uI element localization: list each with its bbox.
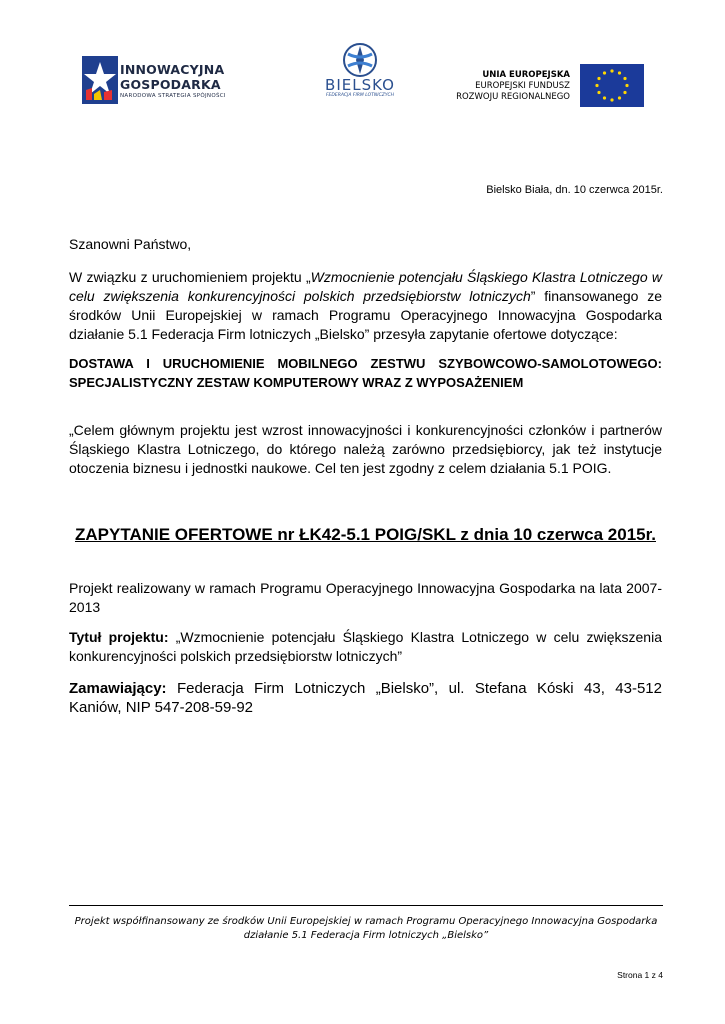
bielsko-logo-subtitle: FEDERACJA FIRM LOTNICZYCH — [325, 93, 395, 98]
eu-logo-text — [456, 70, 570, 103]
intro-project-name: Wzmocnienie potencjału Śląskiego Klastra Lotniczego w celu zwiększenia konkurencyjności polskich przedsiębiorstw lotniczych — [69, 269, 663, 304]
program-paragraph: Projekt realizowany w ramach Programu Operacyjnego Innowacyjna Gospodarka na lata 2007-2013 — [69, 580, 662, 615]
ig-logo-line3: NARODOWA STRATEGIA SPÓJNOŚCI — [120, 93, 226, 99]
letter-date: Bielsko Biała, dn. 10 czerwca 2015r. — [486, 184, 663, 196]
page-number: Strona 1 z 4 — [617, 970, 663, 980]
eu-line2: EUROPEJSKI FUNDUSZ — [475, 81, 570, 91]
project-title-value: „Wzmocnienie potencjału Śląskiego Klastra Lotniczego w celu zwiększenia konkurencyjności polskich przedsiębiorstw lotniczych” — [69, 629, 662, 664]
goal-paragraph: „Celem głównym projektu jest wzrost innowacyjności i konkurencyjności członków i partnerów Śląskiego Klastra Lotniczego, do którego należą zarówno przedsiębiorcy, jak też instytucje otoczenia biznesu i jednostki naukowe. Cel ten jest zgodny z celem działania 5.1 POIG. — [69, 422, 662, 476]
innowacyjna-gospodarka-logo — [80, 52, 250, 112]
bielsko-logo — [320, 42, 400, 108]
intro-after: ” finansowanego ze środków Unii Europejskiej w ramach Programu Operacyjnego Innowacyjna Gospodarka działanie 5.1 Federacja Firm lotniczych „Bielsko” przesyła zapytanie ofertowe dotyczące: — [69, 288, 662, 342]
greeting: Szanowni Państwo, — [69, 236, 192, 252]
eu-line1: UNIA EUROPEJSKA — [482, 70, 570, 80]
intro-before: W związku z uruchomieniem projektu „ — [69, 269, 311, 285]
orderer-paragraph — [69, 679, 662, 717]
eu-line3: ROZWOJU REGIONALNEGO — [456, 92, 570, 102]
footer-text: Projekt współfinansowany ze środków Unii Europejskiej w ramach Programu Operacyjnego Innowacyjna Gospodarka działanie 5.1 Federacja Firm lotniczych „Bielsko” — [74, 916, 658, 941]
ig-star-icon — [80, 54, 120, 106]
ig-logo-line1: INNOWACYJNA — [120, 62, 225, 77]
footer-divider — [69, 905, 663, 906]
offer-heading: ZAPYTANIE OFERTOWE nr ŁK42-5.1 POIG/SKL z dnia 10 czerwca 2015r. — [74, 525, 656, 544]
bielsko-logo-name: BIELSKO — [325, 76, 395, 94]
orderer-label: Zamawiający: — [69, 680, 167, 697]
project-title-paragraph — [69, 628, 662, 666]
bielsko-emblem-icon — [342, 42, 378, 78]
orderer-value: Federacja Firm Lotniczych „Bielsko”, ul. Stefana Kóski 43, 43-512 Kaniów, NIP 547-208-59-92 — [69, 680, 662, 716]
subject-title: DOSTAWA I URUCHOMIENIE MOBILNEGO ZESTWU SZYBOWCOWO-SAMOLOTOWEGO: SPECJALISTYCZNY ZESTAW KOMPUTEROWY WRAZ Z WYPOSAŻENIEM — [69, 356, 662, 390]
intro-paragraph — [69, 268, 662, 344]
ig-logo-line2: GOSPODARKA — [120, 76, 221, 92]
project-title-label: Tytuł projektu: — [69, 629, 169, 645]
eu-flag-icon — [580, 64, 644, 107]
